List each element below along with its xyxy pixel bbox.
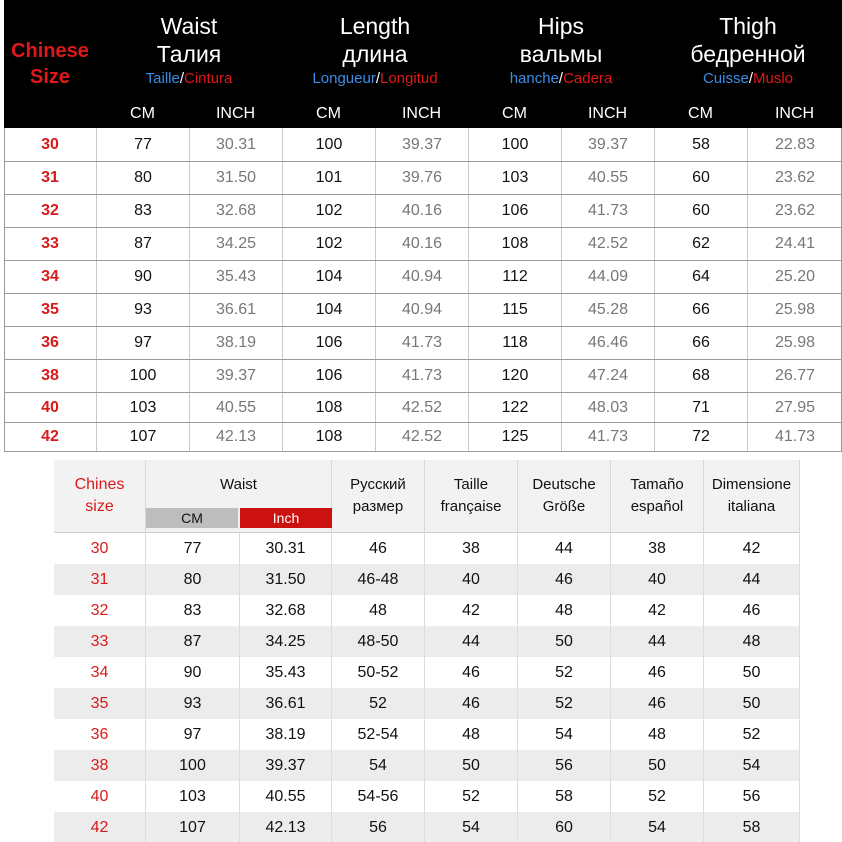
cm-cell: 90 xyxy=(96,261,189,293)
inch-cell: 41.73 xyxy=(561,423,654,451)
cm-cell: 101 xyxy=(282,162,375,194)
size-label-line-2: size xyxy=(85,498,114,515)
inch-cell: 27.95 xyxy=(747,393,842,422)
header-sub xyxy=(96,69,282,89)
spanish-size-cell: 46 xyxy=(611,688,704,719)
french-size-cell: 46 xyxy=(425,657,518,688)
inch-cell: 35.43 xyxy=(189,261,282,293)
header-sub xyxy=(282,69,468,89)
inch-cell: 45.28 xyxy=(561,294,654,326)
cm-cell: 80 xyxy=(146,564,240,595)
italian-size-cell: 56 xyxy=(704,781,800,812)
inch-cell: 36.61 xyxy=(240,688,332,719)
thigh-header xyxy=(654,0,842,96)
header-sub xyxy=(654,69,842,89)
inch-cell: 30.31 xyxy=(240,533,332,564)
cm-cell: 106 xyxy=(282,360,375,392)
waist-header: Waist xyxy=(146,460,332,508)
cm-cell: 60 xyxy=(654,162,747,194)
header-en: Length xyxy=(339,13,411,39)
size-label-line-1: Chines xyxy=(74,476,125,493)
spanish-size-cell: 44 xyxy=(611,626,704,657)
german-size-cell: 50 xyxy=(518,626,611,657)
italian-size-cell: 48 xyxy=(704,626,800,657)
cm-cell: 87 xyxy=(146,626,240,657)
cm-cell: 115 xyxy=(468,294,561,326)
header-fr: Cuisse xyxy=(702,70,749,87)
cm-cell: 112 xyxy=(468,261,561,293)
german-size-cell: 46 xyxy=(518,564,611,595)
header-line-1: Русский xyxy=(350,476,406,493)
table-header xyxy=(4,0,842,128)
cm-cell: 118 xyxy=(468,327,561,359)
inch-cell: 41.73 xyxy=(375,327,468,359)
header-en: Waist xyxy=(160,13,218,39)
italian-size-cell: 50 xyxy=(704,657,800,688)
header-line-2: размер xyxy=(352,498,404,515)
cm-cell: 100 xyxy=(468,128,561,161)
header-line-1: Taille xyxy=(453,476,489,493)
italian-size-cell: 50 xyxy=(704,688,800,719)
inch-cell: 42.52 xyxy=(375,393,468,422)
header-line-1: Tamaño xyxy=(630,476,684,493)
inch-cell: 39.37 xyxy=(240,750,332,781)
inch-cell: 40.55 xyxy=(561,162,654,194)
german-size-cell: 52 xyxy=(518,657,611,688)
cm-cell: 102 xyxy=(282,228,375,260)
cm-cell: 100 xyxy=(96,360,189,392)
chines-size-header xyxy=(54,460,146,532)
table-row xyxy=(54,595,800,626)
header-fr: Taille xyxy=(145,70,180,87)
cm-cell: 83 xyxy=(146,595,240,626)
header-sub xyxy=(468,69,654,89)
cm-cell: 120 xyxy=(468,360,561,392)
german-size-cell: 52 xyxy=(518,688,611,719)
russian-size-cell: 48-50 xyxy=(332,626,425,657)
header-line-1: Deutsche xyxy=(532,476,596,493)
unit-inch: INCH xyxy=(215,105,256,122)
table-row xyxy=(4,327,842,360)
header-ru: Талия xyxy=(156,41,222,67)
italian-size-header xyxy=(704,460,800,532)
cm-cell: 60 xyxy=(654,195,747,227)
italian-size-cell: 44 xyxy=(704,564,800,595)
cm-cell: 100 xyxy=(282,128,375,161)
header-es: Longitud xyxy=(380,70,438,87)
hips-header xyxy=(468,0,654,96)
cm-cell: 83 xyxy=(96,195,189,227)
header-en: Thigh xyxy=(719,13,777,39)
waist-header xyxy=(96,0,282,96)
inch-cell: 34.25 xyxy=(240,626,332,657)
size-chart-measurements xyxy=(4,0,842,452)
french-size-cell: 48 xyxy=(425,719,518,750)
table-row xyxy=(54,781,800,812)
header-en: Hips xyxy=(537,13,584,39)
unit-inch: INCH xyxy=(587,105,628,122)
italian-size-cell: 42 xyxy=(704,533,800,564)
french-size-header xyxy=(425,460,518,532)
size-cell: 40 xyxy=(41,398,59,416)
cm-cell: 103 xyxy=(146,781,240,812)
cm-header: CM xyxy=(146,508,238,528)
inch-cell: 38.19 xyxy=(189,327,282,359)
size-cell: 36 xyxy=(41,334,59,351)
cm-cell: 87 xyxy=(96,228,189,260)
size-cell: 34 xyxy=(41,268,59,285)
cm-cell: 72 xyxy=(654,423,747,451)
inch-cell: 35.43 xyxy=(240,657,332,688)
cm-cell: 106 xyxy=(468,195,561,227)
header-fr: hanche xyxy=(509,70,559,87)
cm-cell: 77 xyxy=(96,128,189,161)
size-cell: 36 xyxy=(54,719,146,750)
french-size-cell: 42 xyxy=(425,595,518,626)
cm-cell: 58 xyxy=(654,128,747,161)
cm-cell: 103 xyxy=(96,393,189,422)
slash: / xyxy=(748,70,753,87)
cm-cell: 80 xyxy=(96,162,189,194)
size-cell: 32 xyxy=(54,595,146,626)
table-row xyxy=(54,688,800,719)
inch-cell: 32.68 xyxy=(240,595,332,626)
slash: / xyxy=(375,70,380,87)
size-cell: 30 xyxy=(54,533,146,564)
german-size-cell: 48 xyxy=(518,595,611,626)
cm-cell: 71 xyxy=(654,393,747,422)
spanish-size-cell: 52 xyxy=(611,781,704,812)
cm-cell: 104 xyxy=(282,294,375,326)
cm-cell: 68 xyxy=(654,360,747,392)
cm-cell: 107 xyxy=(96,423,189,451)
table-row xyxy=(4,228,842,261)
cm-cell: 106 xyxy=(282,327,375,359)
header-es: Cintura xyxy=(184,70,233,87)
header-ru: вальмы xyxy=(519,41,603,67)
inch-cell: 42.52 xyxy=(561,228,654,260)
cm-cell: 97 xyxy=(96,327,189,359)
table-row xyxy=(54,719,800,750)
russian-size-cell: 46 xyxy=(332,533,425,564)
table-row xyxy=(54,657,800,688)
size-cell: 42 xyxy=(54,812,146,842)
cm-cell: 62 xyxy=(654,228,747,260)
cm-cell: 108 xyxy=(282,393,375,422)
size-cell: 31 xyxy=(54,564,146,595)
french-size-cell: 54 xyxy=(425,812,518,842)
header-line-1: Dimensione xyxy=(711,476,792,493)
french-size-cell: 46 xyxy=(425,688,518,719)
inch-header: Inch xyxy=(240,508,332,528)
table-row xyxy=(4,195,842,228)
german-size-cell: 56 xyxy=(518,750,611,781)
cm-cell: 104 xyxy=(282,261,375,293)
inch-cell: 40.16 xyxy=(375,195,468,227)
table-row xyxy=(54,812,800,842)
table-row xyxy=(54,750,800,781)
inch-cell: 42.13 xyxy=(189,423,282,451)
slash: / xyxy=(179,70,184,87)
cm-cell: 90 xyxy=(146,657,240,688)
header-line-2: Größe xyxy=(542,498,586,515)
spanish-size-cell: 42 xyxy=(611,595,704,626)
inch-cell: 41.73 xyxy=(375,360,468,392)
inch-cell: 34.25 xyxy=(189,228,282,260)
russian-size-cell: 50-52 xyxy=(332,657,425,688)
cm-cell: 93 xyxy=(146,688,240,719)
length-header xyxy=(282,0,468,96)
inch-cell: 40.55 xyxy=(240,781,332,812)
cm-cell: 93 xyxy=(96,294,189,326)
size-cell: 33 xyxy=(54,626,146,657)
french-size-cell: 40 xyxy=(425,564,518,595)
table-row xyxy=(4,294,842,327)
size-cell: 38 xyxy=(41,367,59,384)
table-row xyxy=(4,128,842,162)
inch-cell: 23.62 xyxy=(747,162,842,194)
size-cell: 33 xyxy=(41,235,59,252)
unit-inch: INCH xyxy=(401,105,442,122)
size-cell: 30 xyxy=(41,135,59,153)
inch-cell: 47.24 xyxy=(561,360,654,392)
header-ru: длина xyxy=(342,41,408,67)
italian-size-cell: 46 xyxy=(704,595,800,626)
inch-cell: 23.62 xyxy=(747,195,842,227)
french-size-cell: 38 xyxy=(425,533,518,564)
cm-cell: 66 xyxy=(654,294,747,326)
inch-cell: 25.20 xyxy=(747,261,842,293)
cm-cell: 125 xyxy=(468,423,561,451)
unit-cm: CM xyxy=(130,105,155,122)
cm-cell: 77 xyxy=(146,533,240,564)
inch-cell: 40.94 xyxy=(375,294,468,326)
inch-cell: 41.73 xyxy=(747,423,842,451)
size-cell: 32 xyxy=(41,202,59,219)
unit-cm: CM xyxy=(316,105,341,122)
inch-cell: 32.68 xyxy=(189,195,282,227)
inch-cell: 39.37 xyxy=(561,128,654,161)
unit-inch: INCH xyxy=(774,105,815,122)
inch-cell: 39.37 xyxy=(189,360,282,392)
cm-cell: 64 xyxy=(654,261,747,293)
spanish-size-cell: 54 xyxy=(611,812,704,842)
cm-cell: 122 xyxy=(468,393,561,422)
spanish-size-header xyxy=(611,460,704,532)
cm-cell: 100 xyxy=(146,750,240,781)
table-row xyxy=(4,393,842,423)
russian-size-cell: 52-54 xyxy=(332,719,425,750)
inch-cell: 25.98 xyxy=(747,294,842,326)
cm-cell: 97 xyxy=(146,719,240,750)
size-cell: 38 xyxy=(54,750,146,781)
inch-cell: 46.46 xyxy=(561,327,654,359)
cm-cell: 108 xyxy=(282,423,375,451)
header-fr: Longueur xyxy=(312,70,376,87)
inch-cell: 40.94 xyxy=(375,261,468,293)
cm-cell: 108 xyxy=(468,228,561,260)
inch-cell: 39.37 xyxy=(375,128,468,161)
spanish-size-cell: 50 xyxy=(611,750,704,781)
russian-size-cell: 54 xyxy=(332,750,425,781)
german-size-cell: 60 xyxy=(518,812,611,842)
table-row xyxy=(4,360,842,393)
slash: / xyxy=(558,70,564,87)
inch-cell: 44.09 xyxy=(561,261,654,293)
russian-size-cell: 46-48 xyxy=(332,564,425,595)
russian-size-cell: 56 xyxy=(332,812,425,842)
inch-cell: 40.55 xyxy=(189,393,282,422)
header-line-2: italiana xyxy=(727,498,776,515)
unit-cm: CM xyxy=(688,105,713,122)
inch-cell: 22.83 xyxy=(747,128,842,161)
size-cell: 35 xyxy=(41,301,59,318)
inch-cell: 39.76 xyxy=(375,162,468,194)
table-row xyxy=(4,261,842,294)
italian-size-cell: 58 xyxy=(704,812,800,842)
table-row xyxy=(4,423,842,452)
russian-size-cell: 52 xyxy=(332,688,425,719)
inch-cell: 38.19 xyxy=(240,719,332,750)
italian-size-cell: 52 xyxy=(704,719,800,750)
french-size-cell: 52 xyxy=(425,781,518,812)
russian-size-cell: 48 xyxy=(332,595,425,626)
inch-cell: 25.98 xyxy=(747,327,842,359)
inch-cell: 26.77 xyxy=(747,360,842,392)
inch-cell: 30.31 xyxy=(189,128,282,161)
german-size-header xyxy=(518,460,611,532)
russian-size-header xyxy=(332,460,425,532)
size-cell: 35 xyxy=(54,688,146,719)
french-size-cell: 44 xyxy=(425,626,518,657)
spanish-size-cell: 40 xyxy=(611,564,704,595)
header-es: Cadera xyxy=(563,70,613,87)
size-chart-conversion xyxy=(54,460,800,838)
size-cell: 42 xyxy=(41,428,59,445)
size-cell: 31 xyxy=(41,169,59,186)
spanish-size-cell: 48 xyxy=(611,719,704,750)
chinese-size-label xyxy=(4,0,96,128)
size-cell: 34 xyxy=(54,657,146,688)
inch-cell: 42.52 xyxy=(375,423,468,451)
cm-cell: 107 xyxy=(146,812,240,842)
size-label-line-2: Size xyxy=(29,66,71,88)
german-size-cell: 54 xyxy=(518,719,611,750)
header-ru: бедренной xyxy=(690,41,806,67)
inch-cell: 48.03 xyxy=(561,393,654,422)
table-row xyxy=(4,162,842,195)
spanish-size-cell: 38 xyxy=(611,533,704,564)
inch-cell: 41.73 xyxy=(561,195,654,227)
inch-cell: 40.16 xyxy=(375,228,468,260)
spanish-size-cell: 46 xyxy=(611,657,704,688)
size-label-line-1: Chinese xyxy=(11,40,89,62)
inch-cell: 36.61 xyxy=(189,294,282,326)
cm-cell: 66 xyxy=(654,327,747,359)
inch-cell: 31.50 xyxy=(240,564,332,595)
cm-cell: 103 xyxy=(468,162,561,194)
german-size-cell: 58 xyxy=(518,781,611,812)
french-size-cell: 50 xyxy=(425,750,518,781)
russian-size-cell: 54-56 xyxy=(332,781,425,812)
header-line-2: française xyxy=(440,498,502,515)
header-es: Muslo xyxy=(753,70,794,87)
table-row xyxy=(54,626,800,657)
italian-size-cell: 54 xyxy=(704,750,800,781)
size-cell: 40 xyxy=(54,781,146,812)
unit-cm: CM xyxy=(502,105,527,122)
table-body xyxy=(4,128,842,452)
inch-cell: 24.41 xyxy=(747,228,842,260)
german-size-cell: 44 xyxy=(518,533,611,564)
header-line-2: español xyxy=(630,498,684,515)
table-row xyxy=(54,564,800,595)
cm-cell: 102 xyxy=(282,195,375,227)
inch-cell: 42.13 xyxy=(240,812,332,842)
table-row xyxy=(54,533,800,564)
inch-cell: 31.50 xyxy=(189,162,282,194)
